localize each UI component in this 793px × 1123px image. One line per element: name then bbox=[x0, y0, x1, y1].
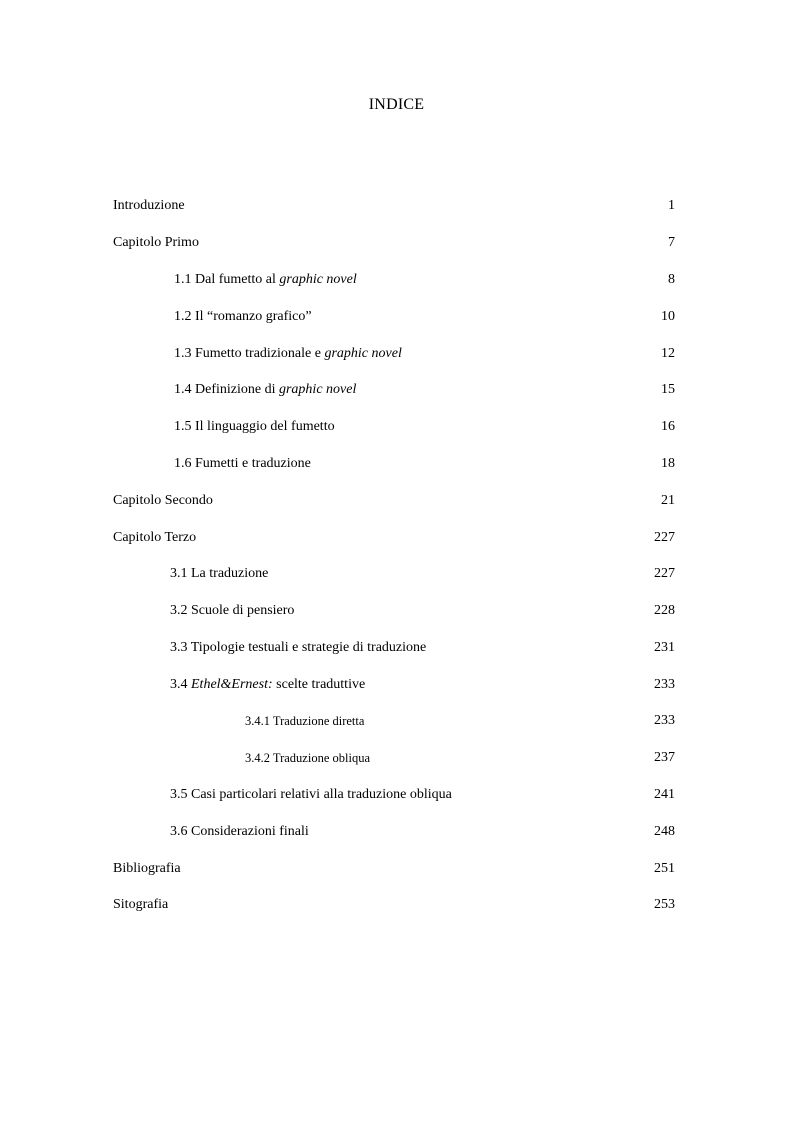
toc-entry-label: 3.4.1 Traduzione diretta bbox=[245, 714, 365, 728]
toc-entry-label: 1.2 Il “romanzo grafico” bbox=[174, 309, 312, 324]
toc-entry-3-2 bbox=[0, 601, 793, 621]
page-title: INDICE bbox=[368, 96, 425, 113]
toc-entry-label: 3.6 Considerazioni finali bbox=[170, 824, 309, 839]
toc-entry-label: Sitografia bbox=[113, 897, 169, 912]
toc-entry-label: Capitolo Terzo bbox=[113, 530, 197, 545]
toc-entry-label: 1.4 Definizione di graphic novel bbox=[174, 382, 357, 397]
toc-entry-capitolo-primo bbox=[0, 233, 793, 253]
toc-entry-sitografia bbox=[0, 895, 793, 915]
toc-entry-page: 241 bbox=[654, 787, 675, 802]
toc-entry-page: 233 bbox=[654, 713, 675, 728]
toc-entry-page: 7 bbox=[668, 235, 675, 250]
toc-entry-page: 237 bbox=[654, 750, 675, 765]
toc-entry-3-5 bbox=[0, 785, 793, 805]
toc-entry-3-1 bbox=[0, 564, 793, 584]
toc-entry-label: Bibliografia bbox=[113, 861, 181, 876]
toc-entry-page: 21 bbox=[661, 493, 675, 508]
toc-entry-page: 12 bbox=[661, 346, 675, 361]
toc-entry-page: 8 bbox=[668, 272, 675, 287]
toc-entry-page: 1 bbox=[668, 198, 675, 213]
toc-entry-page: 16 bbox=[661, 419, 675, 434]
toc-entry-label: 1.5 Il linguaggio del fumetto bbox=[174, 419, 335, 434]
toc-entry-introduzione bbox=[0, 196, 793, 216]
toc-entry-1-6 bbox=[0, 454, 793, 474]
toc-entry-label: Introduzione bbox=[113, 198, 185, 213]
toc-entry-1-1 bbox=[0, 270, 793, 290]
toc-entry-page: 253 bbox=[654, 897, 675, 912]
toc-entry-label: 3.5 Casi particolari relativi alla traduzione obliqua bbox=[170, 787, 452, 802]
toc-entry-page: 248 bbox=[654, 824, 675, 839]
toc-entry-3-4-1 bbox=[0, 711, 793, 731]
toc-entry-page: 18 bbox=[661, 456, 675, 471]
toc-entry-3-4-2 bbox=[0, 748, 793, 768]
toc-entry-label: 3.1 La traduzione bbox=[170, 566, 269, 581]
toc-entry-1-5 bbox=[0, 417, 793, 437]
toc-entry-label: 1.1 Dal fumetto al graphic novel bbox=[174, 272, 357, 287]
toc-entry-3-4 bbox=[0, 675, 793, 695]
toc-entry-1-4 bbox=[0, 380, 793, 400]
toc-entry-label: 1.6 Fumetti e traduzione bbox=[174, 456, 311, 471]
toc-entry-capitolo-secondo bbox=[0, 491, 793, 511]
toc-entry-page: 233 bbox=[654, 677, 675, 692]
toc-entry-label: 3.2 Scuole di pensiero bbox=[170, 603, 295, 618]
toc-entry-page: 15 bbox=[661, 382, 675, 397]
toc-entry-page: 251 bbox=[654, 861, 675, 876]
toc-entry-bibliografia bbox=[0, 859, 793, 879]
toc-entry-label: 3.4 Ethel&Ernest: scelte traduttive bbox=[170, 677, 366, 692]
toc-entry-label: Capitolo Secondo bbox=[113, 493, 213, 508]
toc-entry-page: 227 bbox=[654, 530, 675, 545]
toc-entry-1-2 bbox=[0, 307, 793, 327]
toc-entry-3-3 bbox=[0, 638, 793, 658]
toc-entry-page: 10 bbox=[661, 309, 675, 324]
toc-entry-page: 231 bbox=[654, 640, 675, 655]
toc-entry-3-6 bbox=[0, 822, 793, 842]
toc-entry-label: 3.3 Tipologie testuali e strategie di traduzione bbox=[170, 640, 427, 655]
toc-entry-label: Capitolo Primo bbox=[113, 235, 199, 250]
toc-entry-label: 1.3 Fumetto tradizionale e graphic novel bbox=[174, 346, 402, 361]
toc-entry-page: 227 bbox=[654, 566, 675, 581]
toc-entry-1-3 bbox=[0, 344, 793, 364]
toc-entry-label: 3.4.2 Traduzione obliqua bbox=[245, 751, 370, 765]
toc-entry-capitolo-terzo bbox=[0, 528, 793, 548]
toc-entry-page: 228 bbox=[654, 603, 675, 618]
